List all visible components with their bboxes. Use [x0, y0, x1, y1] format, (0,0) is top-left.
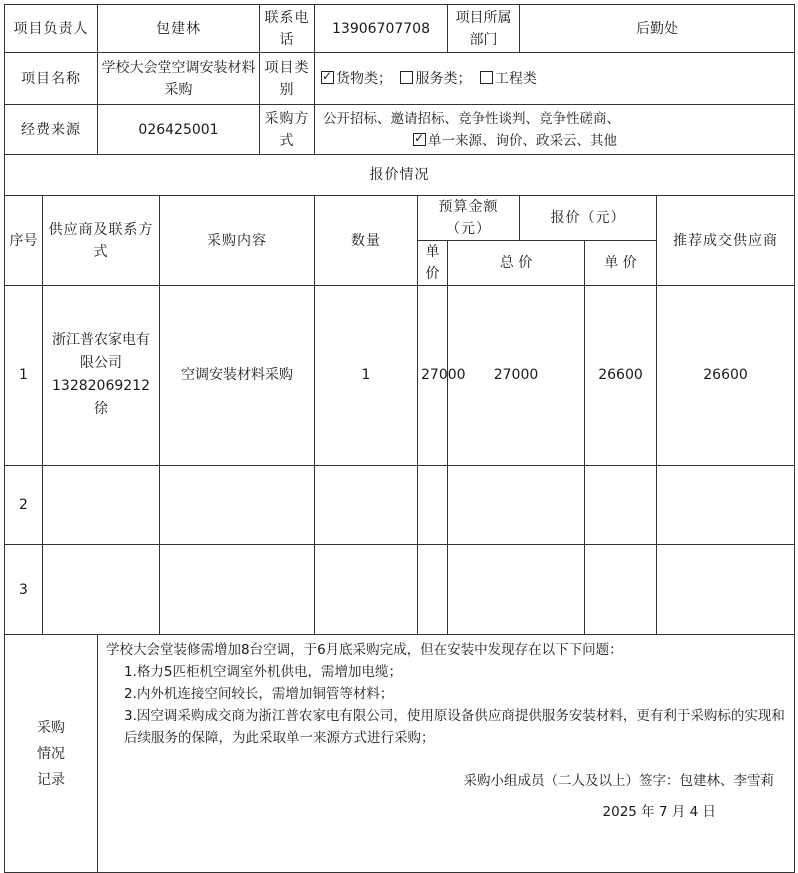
- manager-label: 项目负责人: [5, 5, 98, 53]
- header-row-1: [5, 5, 795, 53]
- row-price-total: 26600: [657, 286, 795, 466]
- header-row-3: [5, 105, 795, 155]
- category-engineering[interactable]: [480, 71, 537, 87]
- record-item-2: 2.内外机连接空间较长，需增加铜管等材料；: [124, 686, 394, 702]
- category-service-label: 服务类；: [415, 70, 472, 87]
- checkbox-checked-icon[interactable]: [321, 71, 334, 84]
- row-budget-unit: 27000: [418, 286, 448, 466]
- procurement-form-table: [4, 4, 795, 873]
- category-engineering-label: 工程类: [494, 70, 537, 87]
- record-content: [98, 635, 795, 873]
- fund-label: 经费来源: [5, 105, 98, 155]
- table-row: [5, 465, 795, 544]
- record-label: 采购情况记录: [5, 635, 98, 873]
- record-row: [5, 635, 795, 873]
- method-line-1: 公开招标、邀请招标、竞争性谈判、竞争性磋商、: [323, 110, 620, 127]
- record-date: 2025 年 7 月 4 日: [602, 804, 717, 820]
- record-signature: 采购小组成员（二人及以上）签字：包建林、李雪莉: [463, 773, 775, 789]
- row-no: 3: [5, 545, 43, 635]
- row-price-unit: 26600: [585, 286, 657, 466]
- record-item-3: 3.因空调采购成交商为浙江普农家电有限公司，使用原设备供应商提供服务安装材料，更有利于采购标的实现和后续服务的保障，为此采取单一来源方式进行采购；: [124, 708, 785, 746]
- category-label: 项目类别: [260, 53, 315, 105]
- col-supplier-header: 供应商及联系方式: [43, 196, 160, 286]
- category-options: [315, 53, 795, 105]
- col-qty-header: 数量: [315, 196, 418, 286]
- dept-value: 后勤处: [520, 5, 795, 53]
- category-service[interactable]: [400, 71, 471, 87]
- table-row: [5, 286, 795, 466]
- quote-section-title: 报价情况: [5, 155, 795, 196]
- category-goods-label: 货物类；: [336, 70, 392, 87]
- quote-header-row-1: [5, 196, 795, 241]
- col-no-header: 序号: [5, 196, 43, 286]
- price-unit-header: 单 价: [585, 241, 657, 286]
- row-no: 1: [5, 286, 43, 466]
- project-name-value: 学校大会堂空调安装材料采购: [98, 53, 260, 105]
- col-budget-header: 预算金额（元）: [418, 196, 520, 241]
- budget-total-header: 总 价: [448, 241, 585, 286]
- method-label: 采购方式: [260, 105, 315, 155]
- checkbox-empty-icon[interactable]: [480, 71, 493, 84]
- fund-value: 026425001: [98, 105, 260, 155]
- record-item-1: 1.格力5匹柜机空调室外机供电，需增加电缆；: [124, 664, 402, 680]
- row-budget-total: 27000: [448, 286, 585, 466]
- manager-value: 包建林: [98, 5, 260, 53]
- row-content: 空调安装材料采购: [160, 286, 315, 466]
- table-row: [5, 545, 795, 635]
- row-supplier: 浙江普农家电有限公司13282069212徐: [43, 286, 160, 466]
- col-price-header: 报价（元）: [520, 196, 657, 241]
- checkbox-checked-icon[interactable]: [413, 133, 426, 146]
- phone-label: 联系电话: [260, 5, 315, 53]
- row-no: 2: [5, 465, 43, 544]
- header-row-2: [5, 53, 795, 105]
- col-recommend-header: 推荐成交供应商: [657, 196, 795, 286]
- record-intro: 学校大会堂装修需增加8台空调，于6月底采购完成，但在安装中发现存在以下下问题：: [106, 642, 623, 658]
- method-line-2-wrap: [319, 130, 790, 152]
- method-line-2: 单一来源、询价、政采云、其他: [428, 132, 617, 149]
- dept-label: 项目所属部门: [448, 5, 520, 53]
- project-name-label: 项目名称: [5, 53, 98, 105]
- row-qty: 1: [315, 286, 418, 466]
- method-options: [315, 105, 795, 155]
- col-content-header: 采购内容: [160, 196, 315, 286]
- quote-section-row: [5, 155, 795, 196]
- phone-value: 13906707708: [315, 5, 448, 53]
- category-goods[interactable]: [321, 71, 392, 87]
- checkbox-empty-icon[interactable]: [400, 71, 413, 84]
- budget-unit-header: 单 价: [418, 241, 448, 286]
